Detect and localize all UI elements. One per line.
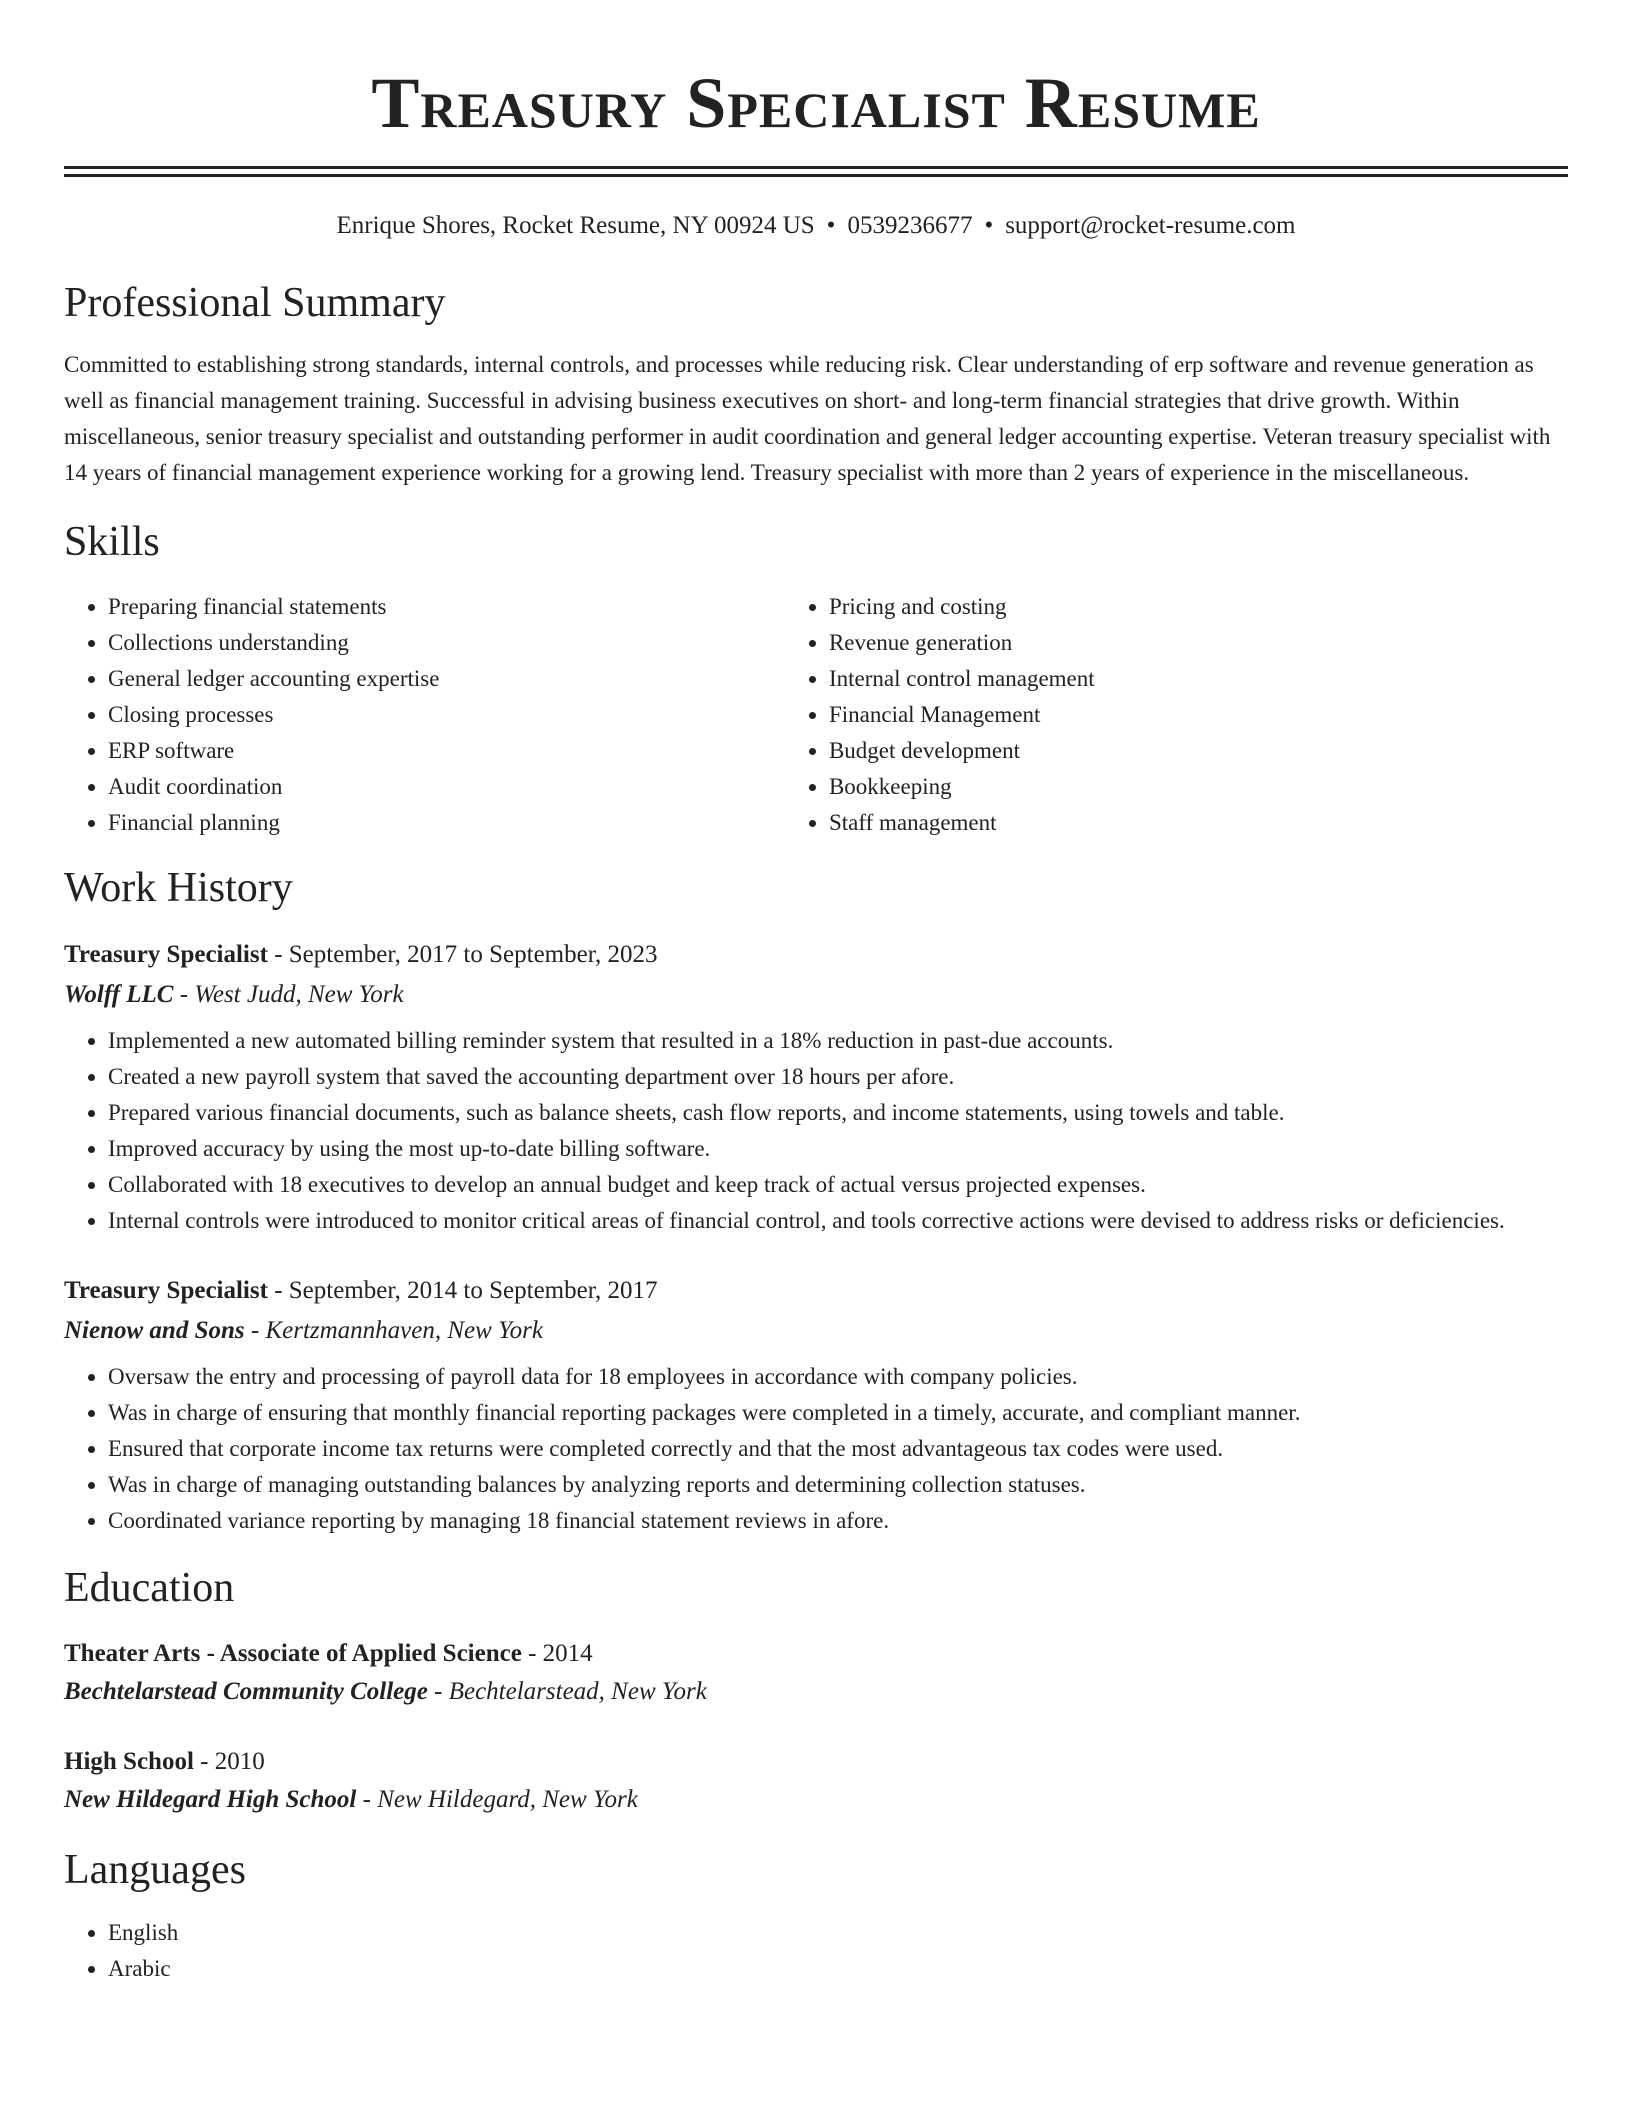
education-school-line <box>64 1781 1568 1819</box>
resume-title: Treasury Specialist Resume <box>371 63 1261 143</box>
job-role: Treasury Specialist <box>64 941 268 968</box>
contact-email: support@rocket-resume.com <box>1005 212 1296 239</box>
education-heading: Education <box>64 1565 235 1611</box>
contact-separator: • <box>984 212 994 239</box>
job-company: Wolff LLC <box>64 981 174 1008</box>
work-history-heading: Work History <box>64 865 293 911</box>
summary-heading: Professional Summary <box>64 280 446 326</box>
job-location: - West Judd, New York <box>173 981 404 1008</box>
skill-item: • Audit coordination <box>108 769 785 805</box>
job-bullet: • Oversaw the entry and processing of payroll data for 18 employees in accordance with company policies. <box>108 1359 1568 1395</box>
skill-item: • Pricing and costing <box>829 589 1568 625</box>
skill-item: • Closing processes <box>108 697 785 733</box>
job-dates: - September, 2014 to September, 2017 <box>267 1277 658 1304</box>
education-year: - 2014 <box>521 1640 593 1667</box>
skill-item: • Internal control management <box>829 661 1568 697</box>
job-bullet: • Collaborated with 18 executives to develop an annual budget and keep track of actual versus projected expenses. <box>108 1167 1568 1203</box>
skill-item: • Revenue generation <box>829 625 1568 661</box>
job-company-line <box>64 975 1568 1015</box>
job-entry <box>64 935 1568 1239</box>
job-bullet: • Improved accuracy by using the most up-to-date billing software. <box>108 1131 1568 1167</box>
skill-item: • Staff management <box>829 805 1568 841</box>
job-dates: - September, 2017 to September, 2023 <box>267 941 658 968</box>
skills-list <box>64 589 1568 841</box>
education-school-line <box>64 1673 1568 1711</box>
skill-item: • Financial planning <box>108 805 785 841</box>
education-school: New Hildegard High School <box>64 1786 357 1813</box>
skills-column-left <box>64 589 785 841</box>
languages-heading: Languages <box>64 1847 246 1893</box>
education-entry <box>64 1635 1568 1711</box>
education-degree: High School <box>64 1748 194 1775</box>
job-location: - Kertzmannhaven, New York <box>244 1317 544 1344</box>
skill-item: • Financial Management <box>829 697 1568 733</box>
summary-text: Committed to establishing strong standards, internal controls, and processes while reducing risk. Clear understanding of erp software and revenue generation as well as financial management training. Successful in advising business executives on short- and long-term financial strategies that drive growth. Within miscellaneous, senior treasury specialist and outstanding performer in audit coordination and general ledger accounting expertise. Veteran treasury specialist with 14 years of financial management experience working for a growing lend. Treasury specialist with more than 2 years of experience in the miscellaneous. <box>64 352 1551 485</box>
job-bullet: • Prepared various financial documents, such as balance sheets, cash flow reports, and income statements, using towels and table. <box>108 1095 1568 1131</box>
contact-address: Enrique Shores, Rocket Resume, NY 00924 US <box>336 212 815 239</box>
job-bullet: • Created a new payroll system that saved the accounting department over 18 hours per afore. <box>108 1059 1568 1095</box>
resume-page <box>64 0 1568 1987</box>
job-bullet: • Internal controls were introduced to monitor critical areas of financial control, and tools corrective actions were devised to address risks or deficiencies. <box>108 1203 1568 1239</box>
education-degree-line <box>64 1635 1568 1673</box>
skill-item: • Collections understanding <box>108 625 785 661</box>
education-year: - 2010 <box>193 1748 265 1775</box>
skills-heading: Skills <box>64 519 160 565</box>
education-degree: Theater Arts - Associate of Applied Science <box>64 1640 522 1667</box>
skill-item: • Preparing financial statements <box>108 589 785 625</box>
language-item: • English <box>108 1915 1568 1951</box>
title-divider <box>64 166 1568 177</box>
skill-item: • Budget development <box>829 733 1568 769</box>
job-company: Nienow and Sons <box>64 1317 245 1344</box>
skills-column-right <box>785 589 1568 841</box>
education-entry <box>64 1743 1568 1819</box>
job-title-line <box>64 935 1568 975</box>
education-location: - New Hildegard, New York <box>356 1786 638 1813</box>
job-bullets <box>64 1359 1568 1539</box>
language-item: • Arabic <box>108 1951 1568 1987</box>
job-bullet: • Was in charge of managing outstanding balances by analyzing reports and determining collection statuses. <box>108 1467 1568 1503</box>
job-title-line <box>64 1271 1568 1311</box>
job-bullet: • Ensured that corporate income tax returns were completed correctly and that the most advantageous tax codes were used. <box>108 1431 1568 1467</box>
job-bullet: • Was in charge of ensuring that monthly financial reporting packages were completed in a timely, accurate, and compliant manner. <box>108 1395 1568 1431</box>
skill-item: • General ledger accounting expertise <box>108 661 785 697</box>
job-entry <box>64 1271 1568 1539</box>
skill-item: • Bookkeeping <box>829 769 1568 805</box>
education-degree-line <box>64 1743 1568 1781</box>
job-bullet: • Coordinated variance reporting by managing 18 financial statement reviews in afore. <box>108 1503 1568 1539</box>
job-role: Treasury Specialist <box>64 1277 268 1304</box>
languages-list <box>64 1915 1568 1987</box>
job-bullets <box>64 1023 1568 1239</box>
education-school: Bechtelarstead Community College <box>64 1678 428 1705</box>
contact-separator: • <box>826 212 836 239</box>
education-location: - Bechtelarstead, New York <box>427 1678 707 1705</box>
job-bullet: • Implemented a new automated billing reminder system that resulted in a 18% reduction in past-due accounts. <box>108 1023 1568 1059</box>
contact-phone: 0539236677 <box>847 212 973 239</box>
contact-line <box>64 210 1568 242</box>
skill-item: • ERP software <box>108 733 785 769</box>
job-company-line <box>64 1311 1568 1351</box>
